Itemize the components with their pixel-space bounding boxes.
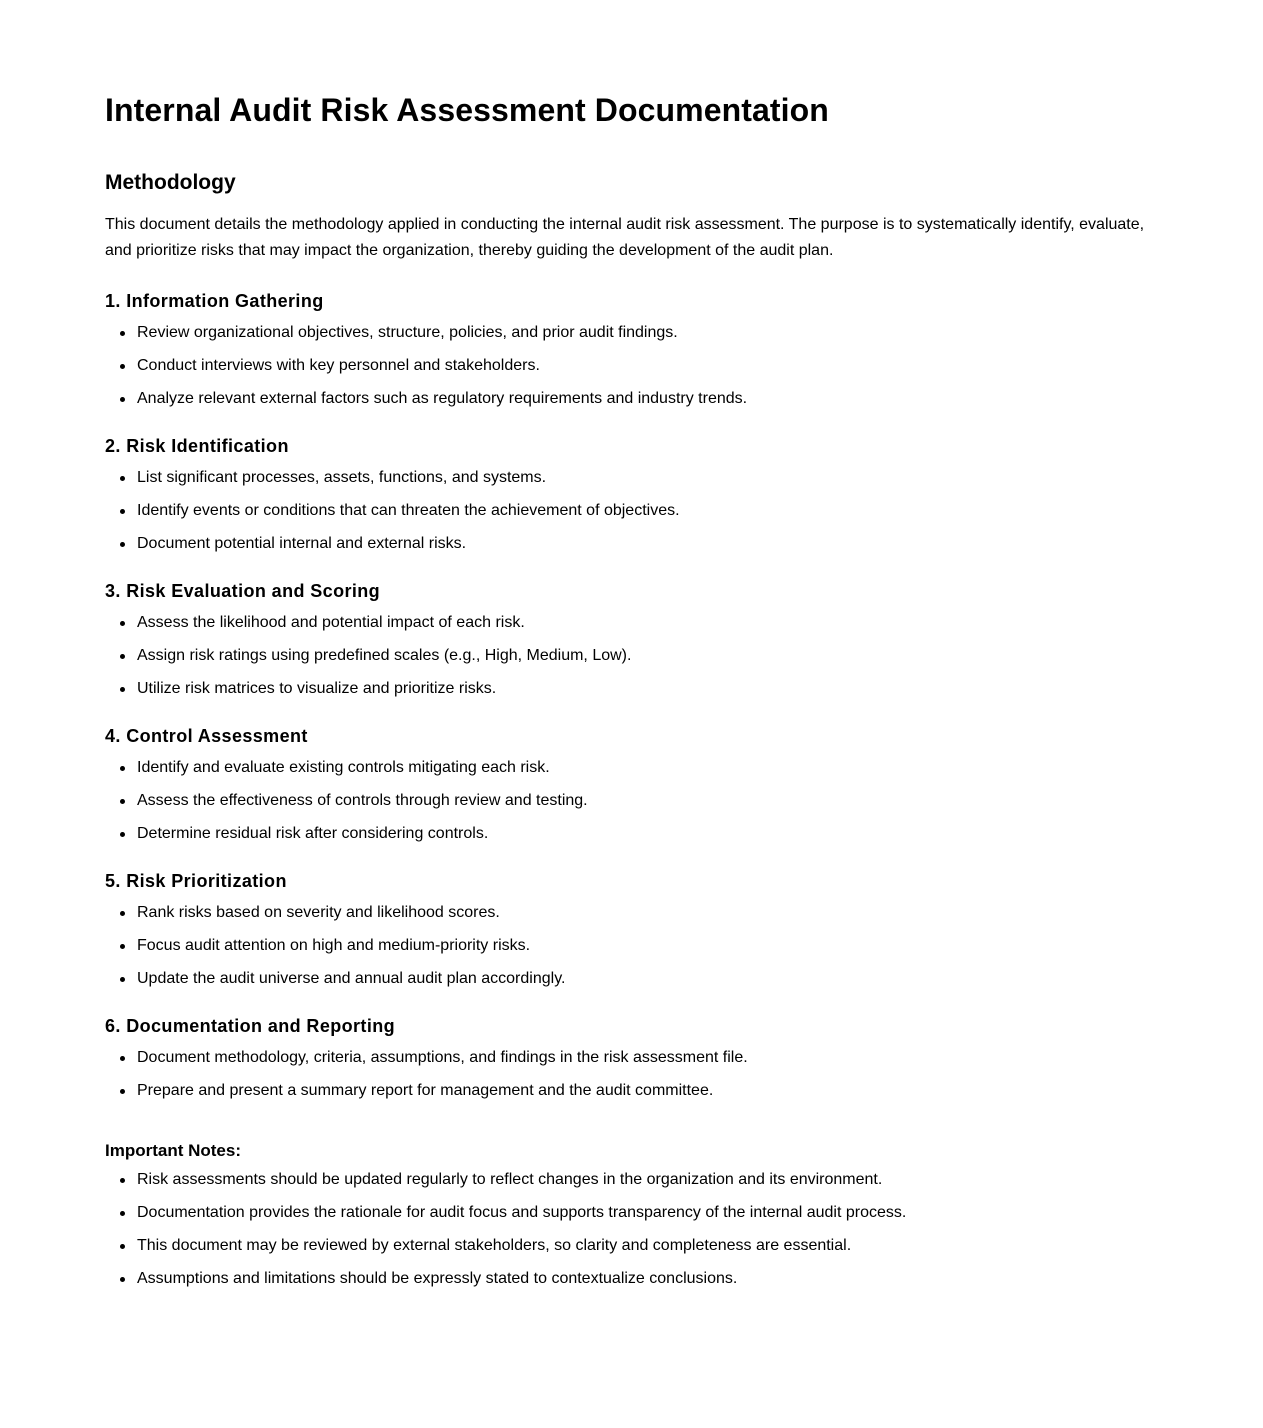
list-item-text: List significant processes, assets, functions, and systems. — [137, 469, 547, 486]
intro-paragraph: This document details the methodology applied in conducting the internal audit risk assessment. The purpose is to systematically identify, evaluate, and prioritize risks that may impact the organization, thereby guiding the development of the audit plan. — [105, 216, 1145, 259]
list-item — [137, 791, 1155, 811]
step-heading-documentation-reporting: 6. Documentation and Reporting — [105, 1016, 396, 1036]
list-item-text: Analyze relevant external factors such as regulatory requirements and industry trends. — [137, 390, 748, 407]
step-list-risk-prioritization — [105, 903, 1155, 989]
bullet-icon — [120, 1244, 125, 1249]
step-heading-risk-prioritization: 5. Risk Prioritization — [105, 871, 287, 891]
list-item — [137, 1236, 1155, 1256]
bullet-icon — [120, 364, 125, 369]
list-item — [137, 758, 1155, 778]
bullet-icon — [120, 1089, 125, 1094]
list-item-text: Review organizational objectives, structure, policies, and prior audit findings. — [137, 324, 678, 341]
notes-title: Important Notes: — [105, 1141, 241, 1160]
notes-list — [105, 1170, 1155, 1289]
list-item-text: Document methodology, criteria, assumptions, and findings in the risk assessment file. — [137, 1049, 748, 1066]
bullet-icon — [120, 542, 125, 547]
list-item — [137, 679, 1155, 699]
step-heading-control-assessment: 4. Control Assessment — [105, 726, 308, 746]
list-item-text: Assess the effectiveness of controls through review and testing. — [137, 792, 588, 809]
list-item — [137, 389, 1155, 409]
bullet-icon — [120, 621, 125, 626]
list-item — [137, 824, 1155, 844]
list-item-text: Conduct interviews with key personnel and stakeholders. — [137, 357, 540, 374]
list-item-text: Assess the likelihood and potential impact of each risk. — [137, 614, 525, 631]
list-item-text: Identify events or conditions that can threaten the achievement of objectives. — [137, 502, 680, 519]
list-item — [137, 1269, 1155, 1289]
list-item-text: Rank risks based on severity and likelihood scores. — [137, 904, 500, 921]
list-item-text: Prepare and present a summary report for management and the audit committee. — [137, 1082, 714, 1099]
list-item — [137, 1170, 1155, 1190]
step-heading-information-gathering: 1. Information Gathering — [105, 291, 324, 311]
step-list-information-gathering — [105, 323, 1155, 409]
bullet-icon — [120, 1277, 125, 1282]
list-item-text: Identify and evaluate existing controls mitigating each risk. — [137, 759, 550, 776]
step-list-risk-identification — [105, 468, 1155, 554]
list-item — [137, 501, 1155, 521]
bullet-icon — [120, 911, 125, 916]
bullet-icon — [120, 397, 125, 402]
list-item-text: Document potential internal and external risks. — [137, 535, 467, 552]
bullet-icon — [120, 1056, 125, 1061]
bullet-icon — [120, 687, 125, 692]
list-item — [137, 1081, 1155, 1101]
list-item — [137, 903, 1155, 923]
list-item — [137, 646, 1155, 666]
list-item — [137, 1048, 1155, 1068]
list-item — [137, 613, 1155, 633]
list-item — [137, 534, 1155, 554]
bullet-icon — [120, 654, 125, 659]
step-list-control-assessment — [105, 758, 1155, 844]
document-content — [105, 86, 1155, 1299]
bullet-icon — [120, 766, 125, 771]
bullet-icon — [120, 509, 125, 514]
list-item-text: Determine residual risk after considering controls. — [137, 825, 489, 842]
list-item — [137, 969, 1155, 989]
bullet-icon — [120, 832, 125, 837]
bullet-icon — [120, 977, 125, 982]
bullet-icon — [120, 944, 125, 949]
list-item-text: This document may be reviewed by external stakeholders, so clarity and completeness are essential. — [137, 1237, 852, 1254]
step-list-documentation-reporting — [105, 1048, 1155, 1101]
list-item-text: Documentation provides the rationale for audit focus and supports transparency of the internal audit process. — [137, 1204, 907, 1221]
bullet-icon — [120, 799, 125, 804]
step-heading-risk-evaluation: 3. Risk Evaluation and Scoring — [105, 581, 381, 601]
section-heading-methodology: Methodology — [105, 171, 236, 194]
bullet-icon — [120, 476, 125, 481]
bullet-icon — [120, 331, 125, 336]
list-item-text: Assign risk ratings using predefined scales (e.g., High, Medium, Low). — [137, 647, 632, 664]
list-item-text: Assumptions and limitations should be expressly stated to contextualize conclusions. — [137, 1270, 738, 1287]
bullet-icon — [120, 1178, 125, 1183]
list-item — [137, 468, 1155, 488]
document-title: Internal Audit Risk Assessment Documentation — [105, 92, 829, 128]
list-item-text: Focus audit attention on high and medium-priority risks. — [137, 937, 531, 954]
list-item — [137, 936, 1155, 956]
list-item-text: Update the audit universe and annual audit plan accordingly. — [137, 970, 566, 987]
list-item-text: Risk assessments should be updated regularly to reflect changes in the organization and its environment. — [137, 1171, 883, 1188]
step-heading-risk-identification: 2. Risk Identification — [105, 436, 289, 456]
list-item-text: Utilize risk matrices to visualize and prioritize risks. — [137, 680, 497, 697]
list-item — [137, 356, 1155, 376]
list-item — [137, 323, 1155, 343]
step-list-risk-evaluation — [105, 613, 1155, 699]
bullet-icon — [120, 1211, 125, 1216]
list-item — [137, 1203, 1155, 1223]
